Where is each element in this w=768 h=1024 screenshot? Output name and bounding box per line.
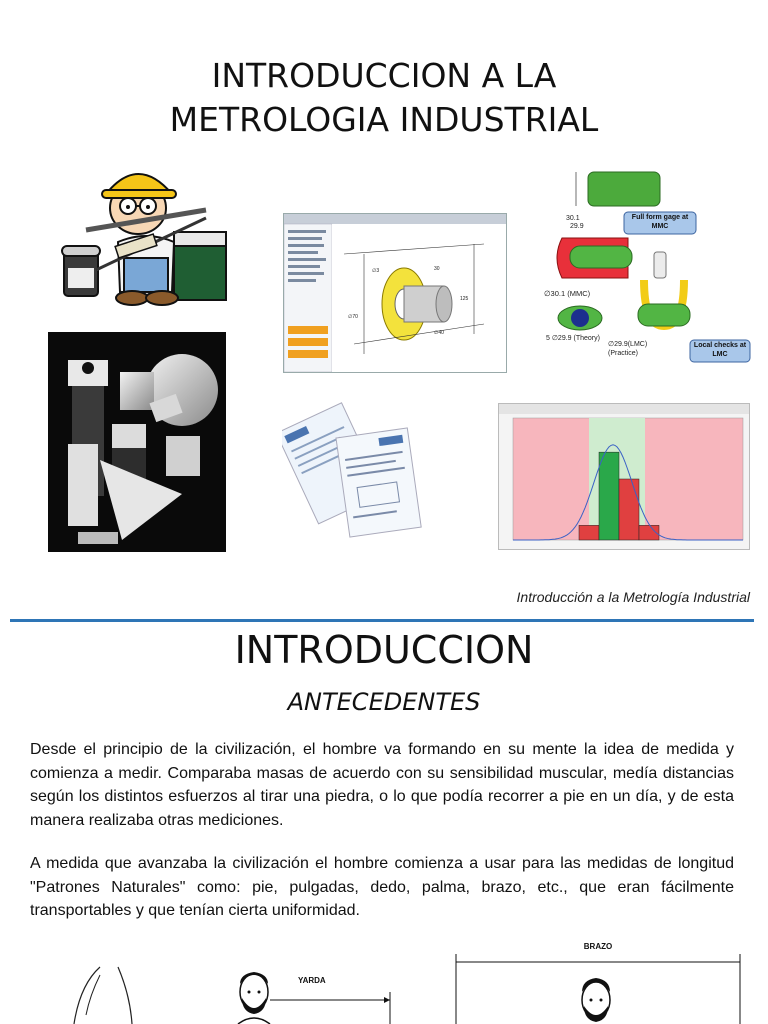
histogram-bar-b1 — [579, 525, 599, 540]
section-heading: INTRODUCCION — [234, 628, 534, 672]
cad-dim-4: ∅70 — [348, 314, 358, 320]
documents-photo — [282, 398, 424, 538]
gage-dim-top: 30.1 — [566, 215, 580, 222]
gage-diagram-image — [540, 168, 755, 366]
section-subheading: ANTECEDENTES — [287, 688, 481, 716]
paragraph-1: Desde el principio de la civilización, el hombre va formando en su mente la idea de medida y comienza a medir. Comparaba masas de acuerdo con su sensibilidad muscular, medía distancias según los distintos esfuerzos al tirar una piedra, o lo que podía recorrer a pie en un día, y de esta manera realizaba otras mediciones. — [30, 741, 734, 829]
brazo-figure — [452, 940, 744, 1024]
slide-caption: Introducción a la Metrología Industrial — [516, 589, 750, 605]
histogram-bar-b2 — [599, 452, 619, 540]
histogram-bar-b3 — [619, 479, 639, 540]
yarda-figure — [228, 968, 398, 1024]
title-line-1: INTRODUCCION A LA — [211, 56, 557, 95]
section-divider — [10, 619, 754, 622]
paragraph-2: A medida que avanzaba la civilización el hombre comienza a usar para las medidas de longitud "Patrones Naturales" como: pie, pulgadas, dedo, palma, brazo, etc., que eran fácilmente transportables y que tenían cierta uniformidad. — [30, 855, 734, 919]
cad-dim-3: ∅40 — [434, 330, 444, 336]
cad-dim-0: ∅3 — [372, 268, 380, 274]
gage-callout-full: Full form gage at MMC — [631, 214, 689, 230]
cad-software-image — [283, 213, 507, 373]
yarda-label: YARDA — [298, 976, 326, 985]
gage-label-mmc: ∅30.1 (MMC) — [544, 289, 591, 298]
gage-label-theory: 5 ∅29.9 (Theory) — [546, 335, 600, 342]
histogram-chart — [498, 403, 750, 550]
gage-dim-top2: 29.9 — [570, 223, 584, 230]
slide-title — [0, 54, 768, 142]
arm-sketch-image — [60, 965, 150, 1024]
cad-dim-2: 125 — [460, 296, 469, 302]
brazo-label: BRAZO — [583, 942, 613, 951]
gage-label-lmc: ∅29.9(LMC) (Practice) — [608, 341, 648, 357]
cad-dim-1: 30 — [434, 266, 440, 272]
gauge-blocks-photo — [48, 332, 226, 552]
title-line-2: METROLOGIA INDUSTRIAL — [169, 100, 599, 139]
engineer-cartoon-image — [56, 150, 236, 310]
gage-callout-local: Local checks at LMC — [693, 342, 747, 358]
